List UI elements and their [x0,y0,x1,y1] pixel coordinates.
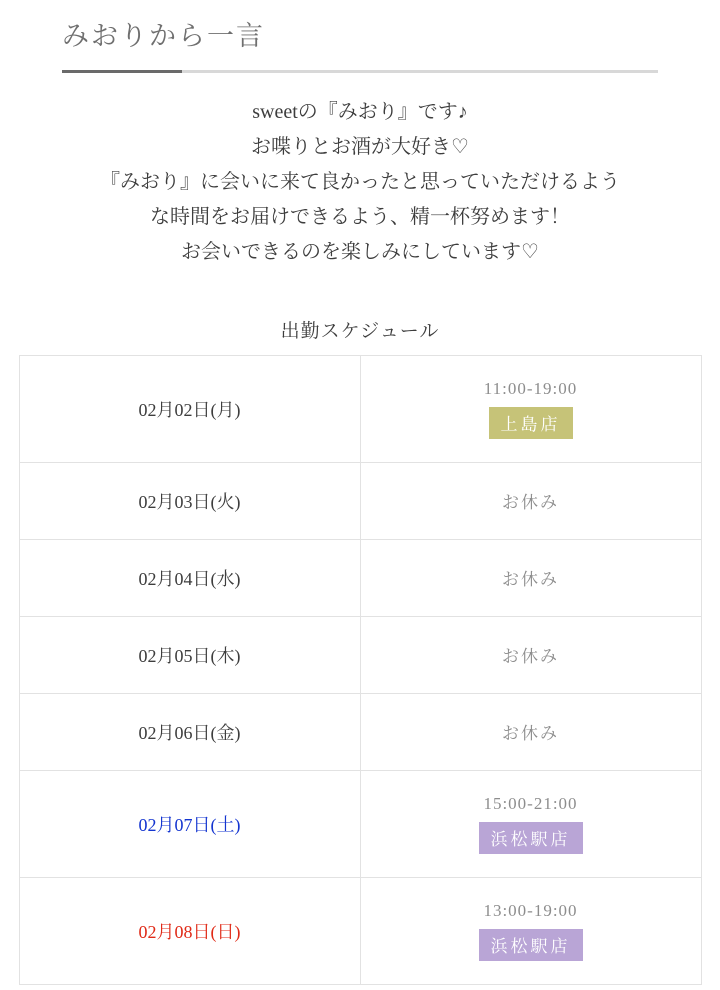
schedule-date: 02月05日(木) [138,645,241,666]
schedule-table-body [19,355,701,984]
intro-line: sweetの『みおり』です♪ [252,100,468,123]
shop-badge: 上島店 [489,407,573,439]
schedule-date-cell [19,539,360,616]
schedule-date: 02月08日(日) [138,921,241,942]
schedule-info-cell [360,355,701,462]
schedule-info-cell [360,877,701,984]
schedule-date: 02月07日(土) [138,814,241,835]
table-row [19,693,701,770]
schedule-date-cell [19,877,360,984]
schedule-info-cell [360,539,701,616]
schedule-heading: 出勤スケジュール [280,320,440,342]
schedule-rest-label: お休み [502,724,559,744]
schedule-date-cell [19,616,360,693]
schedule-rest-label: お休み [502,570,559,590]
title-divider [62,70,658,73]
intro-line: 『みおり』に会いに来て良かったと思っていただけるよう [100,170,620,193]
schedule-date-cell [19,693,360,770]
table-row [19,770,701,877]
table-row [19,877,701,984]
schedule-table [19,355,702,985]
schedule-rest-label: お休み [502,493,559,513]
schedule-date-cell [19,355,360,462]
schedule-date: 02月03日(火) [138,491,241,512]
schedule-info-cell [360,462,701,539]
intro-text-block [0,95,720,270]
schedule-date: 02月06日(金) [138,722,241,743]
intro-line: お喋りとお酒が大好き♡ [251,135,469,158]
schedule-date: 02月04日(水) [138,568,241,589]
schedule-info-cell [360,693,701,770]
intro-line: な時間をお届けできるよう、精一杯努めます！ [150,205,570,228]
schedule-date-cell [19,462,360,539]
schedule-time: 15:00-21:00 [483,793,578,813]
table-row [19,616,701,693]
schedule-info-cell [360,770,701,877]
table-row [19,539,701,616]
shop-badge: 浜松駅店 [479,822,583,854]
intro-line: お会いできるのを楽しみにしています♡ [181,240,539,263]
schedule-rest-label: お休み [502,647,559,667]
schedule-time: 13:00-19:00 [483,900,578,920]
shop-badge: 浜松駅店 [479,929,583,961]
page-title: みおりから一言 [62,21,265,51]
schedule-info-cell [360,616,701,693]
table-row [19,462,701,539]
table-row [19,355,701,462]
schedule-date: 02月02日(月) [138,399,241,420]
schedule-time: 11:00-19:00 [483,378,578,398]
schedule-date-cell [19,770,360,877]
